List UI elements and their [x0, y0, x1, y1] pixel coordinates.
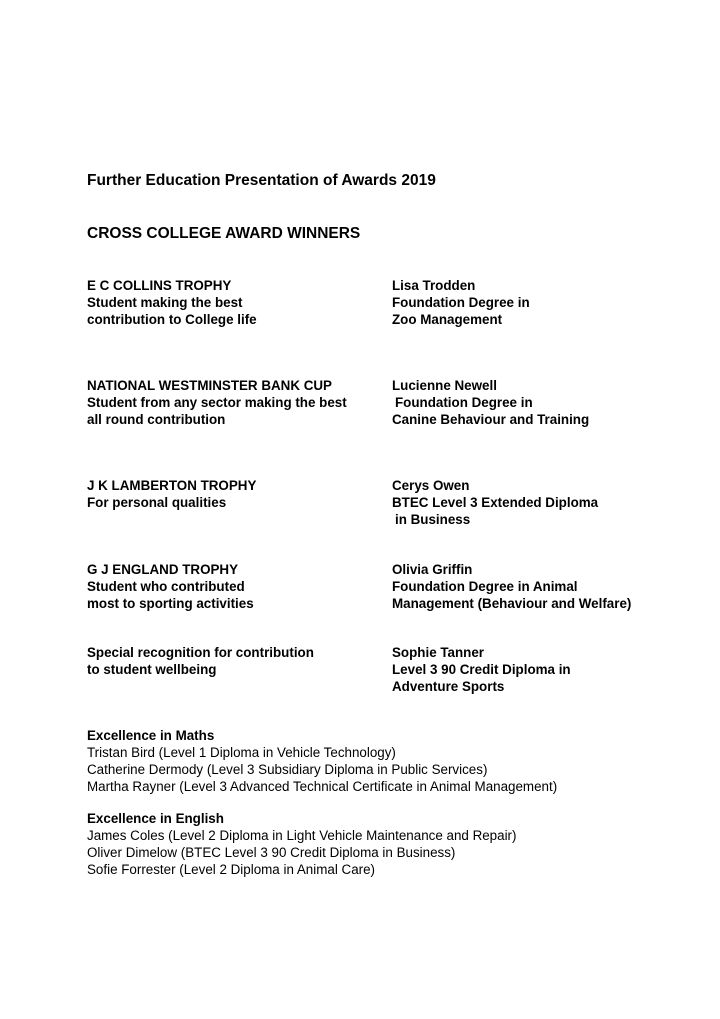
winner-course: Zoo Management	[392, 312, 503, 327]
list-item: Martha Rayner (Level 3 Advanced Technical Certificate in Animal Management)	[87, 779, 558, 794]
list-item: Tristan Bird (Level 1 Diploma in Vehicle Technology)	[87, 745, 396, 760]
award-description: contribution to College life	[87, 312, 257, 327]
excellence-section	[87, 810, 516, 878]
page-title: Further Education Presentation of Awards 2019	[87, 172, 436, 189]
award-description: For personal qualities	[87, 495, 227, 510]
winner-name: Lucienne Newell	[392, 378, 497, 393]
award-info	[87, 277, 257, 328]
section-title: Excellence in English	[87, 811, 224, 826]
list-item: Sofie Forrester (Level 2 Diploma in Animal Care)	[87, 862, 376, 877]
winner-course: BTEC Level 3 Extended Diploma	[392, 495, 599, 510]
award-title: J K LAMBERTON TROPHY	[87, 478, 257, 493]
list-item: Catherine Dermody (Level 3 Subsidiary Diploma in Public Services)	[87, 762, 488, 777]
award-info	[87, 377, 347, 428]
winner-name: Sophie Tanner	[392, 645, 485, 660]
winner-course: Level 3 90 Credit Diploma in	[392, 662, 571, 677]
winner-course: Management (Behaviour and Welfare)	[392, 596, 632, 611]
winner-course: Foundation Degree in	[395, 395, 533, 410]
award-info	[87, 561, 254, 612]
winner-info	[392, 477, 598, 528]
award-title: G J ENGLAND TROPHY	[87, 562, 239, 577]
winner-course: Foundation Degree in	[392, 295, 530, 310]
winner-name: Cerys Owen	[392, 478, 470, 493]
winner-name: Lisa Trodden	[392, 278, 476, 293]
section-title: Excellence in Maths	[87, 728, 215, 743]
excellence-section	[87, 727, 557, 795]
award-info	[87, 477, 256, 511]
award-description: Student who contributed	[87, 579, 245, 594]
winner-info	[392, 277, 530, 328]
list-item: James Coles (Level 2 Diploma in Light Vehicle Maintenance and Repair)	[87, 828, 517, 843]
award-description: Student from any sector making the best	[87, 395, 347, 410]
award-description: Student making the best	[87, 295, 243, 310]
award-title: Special recognition for contribution	[87, 645, 314, 660]
award-description: most to sporting activities	[87, 596, 254, 611]
award-title: E C COLLINS TROPHY	[87, 278, 232, 293]
award-description: to student wellbeing	[87, 662, 217, 677]
award-title: NATIONAL WESTMINSTER BANK CUP	[87, 378, 332, 393]
winner-info	[392, 377, 589, 428]
section-heading: CROSS COLLEGE AWARD WINNERS	[87, 225, 361, 242]
winner-info	[392, 644, 571, 695]
winner-name: Olivia Griffin	[392, 562, 473, 577]
winner-info	[392, 561, 631, 612]
list-item: Oliver Dimelow (BTEC Level 3 90 Credit Diploma in Business)	[87, 845, 456, 860]
winner-course: Foundation Degree in Animal	[392, 579, 578, 594]
award-info	[87, 644, 314, 678]
winner-course: in Business	[395, 512, 471, 527]
winner-course: Canine Behaviour and Training	[392, 412, 590, 427]
award-description: all round contribution	[87, 412, 226, 427]
winner-course: Adventure Sports	[392, 679, 505, 694]
